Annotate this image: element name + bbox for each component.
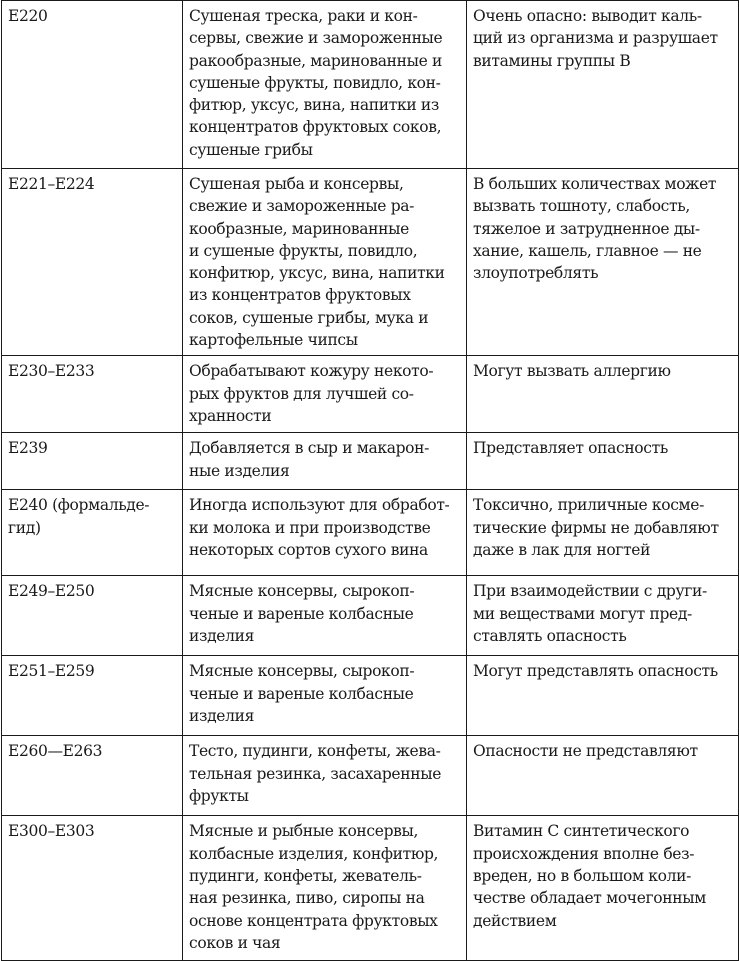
additive-code-cell xyxy=(2,1,183,169)
cell-text-line: фитюр, уксус, вина, напитки из xyxy=(189,96,439,115)
cell-text-line: хранности xyxy=(189,406,272,425)
cell-text-line: соков и чая xyxy=(189,933,281,952)
cell-text-line: Мясные консервы, сырокоп- xyxy=(189,582,415,601)
cell-text-line: вызвать тошноту, слабость, xyxy=(473,197,690,216)
cell-text-line: Очень опасно: выводит каль- xyxy=(473,7,702,25)
cell-text-line: витамины группы В xyxy=(473,51,631,70)
cell-text-line: При взаимодействии с други- xyxy=(473,582,707,601)
cell-text-line: основе концентрата фруктовых xyxy=(189,911,438,930)
effect-cell xyxy=(467,656,739,736)
food-additives-table xyxy=(1,0,739,961)
effect-cell xyxy=(467,356,739,433)
cell-text-line: ки молока и при производстве xyxy=(189,518,431,537)
effect-cell xyxy=(467,736,739,816)
cell-text-line: Иногда используют для обработ- xyxy=(189,496,450,515)
usage-cell xyxy=(183,656,467,736)
cell-text-line: действием xyxy=(473,911,557,930)
additive-code-cell xyxy=(2,736,183,816)
cell-text-line: E300–E303 xyxy=(8,822,95,841)
table-row xyxy=(2,816,739,961)
cell-text-line: Опасности не представляют xyxy=(473,742,698,761)
table-row xyxy=(2,1,739,169)
cell-text-line: колбасные изделия, конфитюр, xyxy=(189,844,439,863)
cell-text-line: гид) xyxy=(8,518,41,537)
additive-code-cell xyxy=(2,816,183,961)
cell-text-line: рых фруктов для лучшей со- xyxy=(189,384,414,403)
table-row xyxy=(2,433,739,490)
cell-text-line: даже в лак для ногтей xyxy=(473,540,651,559)
cell-text-line: Представляет опасность xyxy=(473,439,668,458)
cell-text-line: Мясные и рыбные консервы, xyxy=(189,822,419,841)
effect-cell xyxy=(467,433,739,490)
cell-text-line: E221–E224 xyxy=(8,175,95,193)
cell-text-line: картофельные чипсы xyxy=(189,331,358,350)
cell-text-line: E251–E259 xyxy=(8,662,95,681)
cell-text-line: и сушеные фрукты, повидло, xyxy=(189,241,418,260)
cell-text-line: сушеные фрукты, повидло, кон- xyxy=(189,73,441,92)
cell-text-line: ций из организма и разрушает xyxy=(473,29,718,48)
table-body xyxy=(2,1,739,961)
cell-text-line: Могут вызвать аллергию xyxy=(473,362,671,381)
cell-text-line: сервы, свежие и замороженные xyxy=(189,29,443,48)
usage-cell xyxy=(183,490,467,576)
usage-cell xyxy=(183,736,467,816)
effect-cell xyxy=(467,576,739,656)
cell-text-line: хание, кашель, главное — не xyxy=(473,241,702,260)
cell-text-line: Токсично, приличные косме- xyxy=(473,496,704,515)
cell-text-line: конфитюр, уксус, вина, напитки xyxy=(189,264,445,283)
cell-text-line: вреден, но в большом коли- xyxy=(473,866,691,885)
cell-text-line: происхождения вполне без- xyxy=(473,844,695,863)
cell-text-line: некоторых сортов сухого вина xyxy=(189,540,428,559)
usage-cell xyxy=(183,1,467,169)
cell-text-line: Сушеная треска, раки и кон- xyxy=(189,7,418,25)
cell-text-line: E249–E250 xyxy=(8,582,95,601)
cell-text-line: E230–E233 xyxy=(8,362,95,381)
usage-cell xyxy=(183,433,467,490)
table-row xyxy=(2,356,739,433)
effect-cell xyxy=(467,1,739,169)
cell-text-line: тельная резинка, засахаренные xyxy=(189,764,442,783)
cell-text-line: тяжелое и затрудненное ды- xyxy=(473,219,700,238)
table-row xyxy=(2,736,739,816)
additive-code-cell xyxy=(2,169,183,356)
cell-text-line: ченые и вареные колбасные xyxy=(189,604,414,623)
additive-code-cell xyxy=(2,356,183,433)
additive-code-cell xyxy=(2,433,183,490)
cell-text-line: концентратов фруктовых соков, xyxy=(189,118,442,137)
usage-cell xyxy=(183,816,467,961)
cell-text-line: Добавляется в сыр и макарон- xyxy=(189,439,430,458)
cell-text-line: тические фирмы не добавляют xyxy=(473,518,719,537)
cell-text-line: E220 xyxy=(8,7,48,25)
additive-code-cell xyxy=(2,656,183,736)
cell-text-line: Витамин С синтетического xyxy=(473,822,690,841)
cell-text-line: E239 xyxy=(8,439,48,458)
cell-text-line: Обрабатывают кожуру некото- xyxy=(189,362,434,381)
cell-text-line: свежие и замороженные ра- xyxy=(189,197,415,216)
cell-text-line: Сушеная рыба и консервы, xyxy=(189,175,404,193)
cell-text-line: пудинги, конфеты, жеватель- xyxy=(189,866,422,885)
cell-text-line: соков, сушеные грибы, мука и xyxy=(189,308,429,327)
cell-text-line: злоупотреблять xyxy=(473,264,599,283)
effect-cell xyxy=(467,490,739,576)
table-row xyxy=(2,576,739,656)
additive-code-cell xyxy=(2,490,183,576)
additive-code-cell xyxy=(2,576,183,656)
cell-text-line: фрукты xyxy=(189,786,249,805)
usage-cell xyxy=(183,576,467,656)
cell-text-line: Мясные консервы, сырокоп- xyxy=(189,662,415,681)
cell-text-line: ракообразные, маринованные и xyxy=(189,51,442,70)
cell-text-line: честве обладает мочегонным xyxy=(473,889,706,908)
cell-text-line: E260—E263 xyxy=(8,742,103,761)
cell-text-line: ная резинка, пиво, сиропы на xyxy=(189,889,425,908)
usage-cell xyxy=(183,169,467,356)
usage-cell xyxy=(183,356,467,433)
cell-text-line: сушеные грибы xyxy=(189,140,313,159)
cell-text-line: Могут представлять опасность xyxy=(473,662,718,681)
table-row xyxy=(2,169,739,356)
cell-text-line: ные изделия xyxy=(189,461,290,480)
cell-text-line: ченые и вареные колбасные xyxy=(189,684,414,703)
cell-text-line: ставлять опасность xyxy=(473,626,627,645)
cell-text-line: В больших количествах может xyxy=(473,175,717,193)
cell-text-line: кообразные, маринованные xyxy=(189,219,409,238)
table-row xyxy=(2,656,739,736)
cell-text-line: изделия xyxy=(189,706,255,725)
effect-cell xyxy=(467,169,739,356)
cell-text-line: Тесто, пудинги, конфеты, жева- xyxy=(189,742,441,761)
table-row xyxy=(2,490,739,576)
cell-text-line: E240 (формальде- xyxy=(8,496,150,515)
cell-text-line: изделия xyxy=(189,626,255,645)
effect-cell xyxy=(467,816,739,961)
cell-text-line: ми веществами могут пред- xyxy=(473,604,692,623)
cell-text-line: из концентратов фруктовых xyxy=(189,286,411,305)
